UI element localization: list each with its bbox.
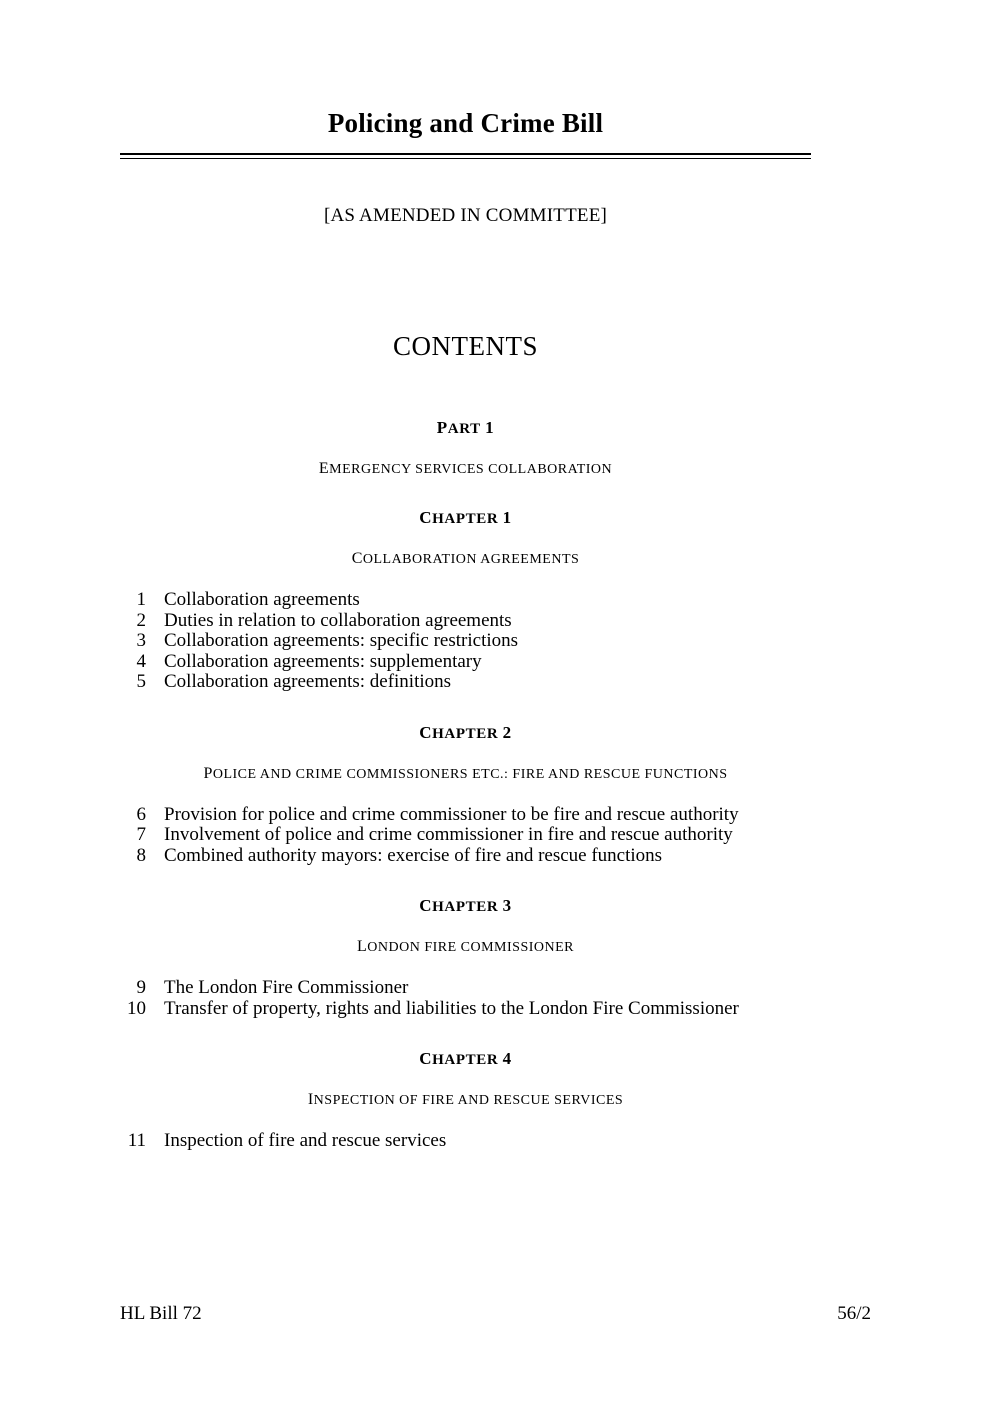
page-footer <box>120 1303 871 1325</box>
chapter-subtitle-initial: P <box>203 764 213 782</box>
part-subtitle <box>120 460 811 478</box>
chapter-subtitle-initial: I <box>307 1091 314 1108</box>
list-item[interactable] <box>120 652 811 673</box>
list-item[interactable] <box>120 978 811 999</box>
chapter-subtitle-3 <box>120 938 811 956</box>
chapter-subtitle-rest: OLICE AND CRIME COMMISSIONERS ETC.: FIRE AND RESCUE FUNCTIONS <box>212 766 728 782</box>
chapter-heading-1 <box>120 508 811 528</box>
contents-heading: CONTENTS <box>393 331 538 361</box>
chapter-label-rest: HAPTER <box>432 725 499 742</box>
chapter-subtitle-1 <box>120 550 811 568</box>
item-number: 7 <box>136 824 146 845</box>
part-label-rest: ART <box>447 421 481 437</box>
item-label: Collaboration agreements: definitions <box>164 671 452 692</box>
amendment-note: [AS AMENDED IN COMMITTEE] <box>323 205 608 226</box>
page-content <box>120 0 811 1152</box>
chapter-label-initial: C <box>419 508 433 527</box>
chapter-subtitle-2 <box>120 765 811 783</box>
list-item[interactable] <box>120 590 811 611</box>
list-item[interactable] <box>120 825 811 846</box>
chapter-heading-4 <box>120 1049 811 1069</box>
list-item[interactable] <box>120 999 811 1020</box>
chapter-label-rest: HAPTER <box>432 1052 499 1068</box>
page-title: Policing and Crime Bill <box>327 108 604 138</box>
chapter-number: 3 <box>502 896 512 915</box>
item-label: Provision for police and crime commissioner to be fire and rescue authority <box>164 803 739 825</box>
chapter-label-rest: HAPTER <box>432 899 499 915</box>
item-number: 1 <box>136 589 146 610</box>
item-label: Collaboration agreements: supplementary <box>164 650 482 672</box>
chapter-number: 1 <box>502 508 512 527</box>
list-item[interactable] <box>120 611 811 632</box>
item-label: The London Fire Commissioner <box>164 977 409 998</box>
contents-list-chapter-3 <box>120 978 811 1019</box>
part-heading <box>120 418 811 438</box>
title-divider <box>120 153 811 159</box>
item-number: 6 <box>136 803 146 825</box>
item-number: 3 <box>136 630 146 651</box>
contents-list-chapter-2 <box>120 805 811 867</box>
contents-list-chapter-4 <box>120 1131 811 1152</box>
part-label-initial: P <box>436 418 448 437</box>
contents-list-chapter-1 <box>120 590 811 693</box>
chapter-number: 2 <box>502 722 512 742</box>
chapter-label-initial: C <box>419 896 433 915</box>
chapter-subtitle-initial: L <box>356 938 368 955</box>
part-subtitle-initial: E <box>318 460 330 477</box>
item-number: 9 <box>136 977 146 998</box>
item-label: Collaboration agreements: specific restrictions <box>164 630 519 651</box>
bill-reference: HL Bill 72 <box>120 1303 202 1324</box>
item-label: Transfer of property, rights and liabilities to the London Fire Commissioner <box>164 997 739 1019</box>
part-number: 1 <box>485 418 495 437</box>
item-number: 8 <box>136 844 146 866</box>
part-subtitle-rest: MERGENCY SERVICES COLLABORATION <box>329 462 613 477</box>
item-label: Duties in relation to collaboration agreements <box>164 609 512 631</box>
chapter-subtitle-initial: C <box>351 550 363 567</box>
item-number: 2 <box>136 609 146 631</box>
item-label: Collaboration agreements <box>164 589 360 610</box>
chapter-subtitle-rest: NSPECTION OF FIRE AND RESCUE SERVICES <box>313 1093 624 1108</box>
chapter-heading-2 <box>120 723 811 743</box>
list-item[interactable] <box>120 672 811 693</box>
chapter-number: 4 <box>502 1049 512 1068</box>
list-item[interactable] <box>120 805 811 826</box>
item-number: 10 <box>127 997 146 1019</box>
chapter-label-initial: C <box>419 1049 433 1068</box>
list-item[interactable] <box>120 846 811 867</box>
item-number: 4 <box>136 650 146 672</box>
item-number: 5 <box>136 671 146 692</box>
item-number: 11 <box>127 1130 146 1151</box>
chapter-subtitle-rest: ONDON FIRE COMMISSIONER <box>367 940 575 955</box>
item-label: Involvement of police and crime commissioner in fire and rescue authority <box>164 824 733 845</box>
list-item[interactable] <box>120 1131 811 1152</box>
chapter-label-rest: HAPTER <box>432 511 499 527</box>
page-reference: 56/2 <box>837 1303 871 1324</box>
item-label: Inspection of fire and rescue services <box>164 1130 447 1151</box>
chapter-subtitle-rest: OLLABORATION AGREEMENTS <box>362 552 580 567</box>
chapter-label-initial: C <box>419 722 433 742</box>
chapter-subtitle-4 <box>120 1091 811 1109</box>
item-label: Combined authority mayors: exercise of fire and rescue functions <box>164 844 663 866</box>
chapter-heading-3 <box>120 896 811 916</box>
list-item[interactable] <box>120 631 811 652</box>
